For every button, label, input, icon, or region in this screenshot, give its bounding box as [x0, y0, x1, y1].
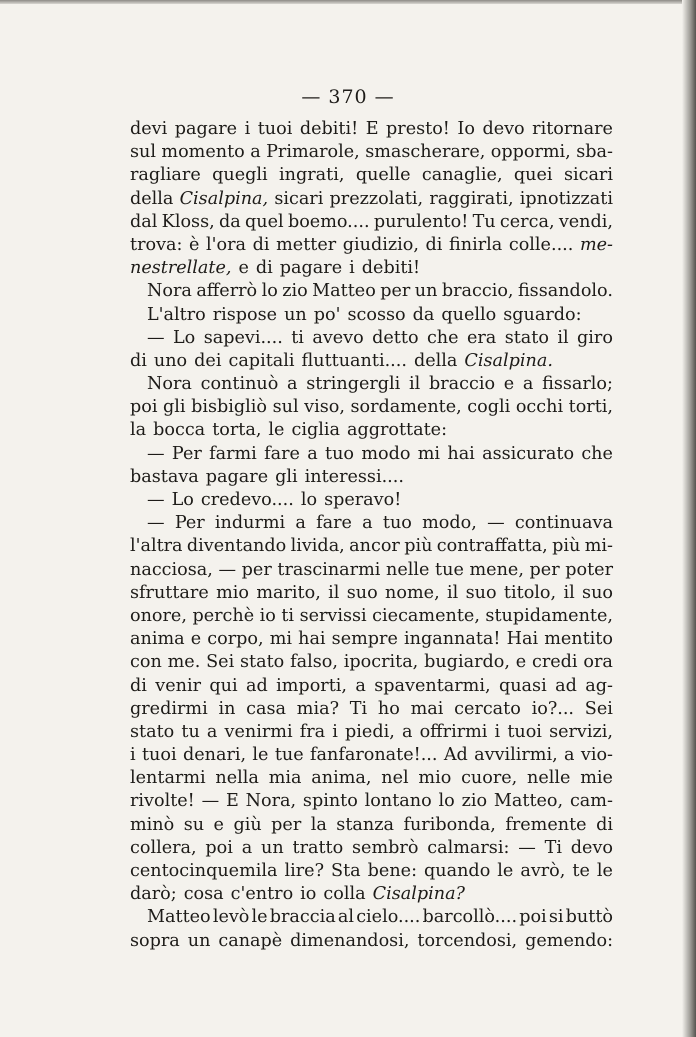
- text-line: della Cisalpina, sicari prezzolati, raggirati, ipnotizzati: [130, 188, 613, 209]
- text-line: sfruttare mio marito, il suo nome, il suo titolo, il suo: [130, 582, 613, 603]
- page-binding-edge: [682, 0, 696, 1037]
- text-line: centocinquemila lire? Sta bene: quando le avrò, te le: [130, 861, 613, 881]
- text-line: — Per indurmi a fare a tuo modo, — continuava: [147, 513, 613, 534]
- text-line: — Lo credevo.... lo speravo!: [147, 490, 402, 510]
- text-line: darò; cosa c'entro io colla Cisalpina?: [130, 884, 465, 905]
- text-line: nestrellate, e di pagare i debiti!: [130, 258, 421, 279]
- text-line: lentarmi nella mia anima, nel mio cuore, nelle mie: [130, 768, 613, 789]
- text-line: — Lo sapevi.... ti avevo detto che era stato il giro: [147, 327, 613, 348]
- text-line: i tuoi denari, le tue fanfaronate!... Ad avvilirmi, a vio-: [130, 745, 613, 766]
- text-line: rivolte! — E Nora, spinto lontano lo zio Matteo, cam-: [130, 791, 613, 812]
- text-line: Nora continuò a stringergli il braccio e a fissarlo;: [147, 374, 613, 395]
- text-line: collera, poi a un tratto sembrò calmarsi: — Ti devo: [130, 837, 613, 858]
- text-line: gredirmi in casa mia? Ti ho mai cercato io?... Sei: [130, 698, 613, 719]
- text-line: stato tu a venirmi fra i piedi, a offrirmi i tuoi servizi,: [130, 721, 613, 742]
- text-line: Matteo levò le braccia al cielo.... barcollò.... poi si buttò: [147, 907, 613, 928]
- text-line: poi gli bisbigliò sul viso, sordamente, cogli occhi torti,: [130, 397, 613, 418]
- text-line: onore, perchè io ti servissi ciecamente, stupidamente,: [130, 605, 613, 626]
- page-number: — 370 —: [301, 86, 395, 108]
- text-line: di uno dei capitali fluttuanti.... della Cisalpina.: [130, 350, 553, 371]
- text-line: sul momento a Primarole, smascherare, oppormi, sba-: [130, 142, 613, 163]
- text-line: con me. Sei stato falso, ipocrita, bugiardo, e credi ora: [130, 652, 613, 673]
- text-line: minò su e giù per la stanza furibonda, fremente di: [130, 814, 613, 835]
- page-top-edge: [0, 0, 696, 4]
- text-line: trova: è l'ora di metter giudizio, di finirla colle.... me-: [130, 234, 613, 255]
- text-line: bastava pagare gli interessi....: [130, 466, 404, 487]
- text-line: la bocca torta, le ciglia aggrottate:: [130, 420, 448, 441]
- body-text: [130, 118, 613, 953]
- text-line: L'altro rispose un po' scosso da quello sguardo:: [147, 304, 582, 325]
- text-line: dal Kloss, da quel boemo.... purulento! Tu cerca, vendi,: [130, 211, 613, 232]
- text-line: anima e corpo, mi hai sempre ingannata! Hai mentito: [130, 629, 613, 650]
- text-line: nacciosa, — per trascinarmi nelle tue mene, per poter: [130, 559, 613, 580]
- text-line: l'altra diventando livida, ancor più contraffatta, più mi-: [130, 536, 613, 557]
- text-line: di venir qui ad importi, a spaventarmi, quasi ad ag-: [130, 675, 613, 696]
- text-line: Nora afferrò lo zio Matteo per un braccio, fissandolo.: [147, 281, 613, 302]
- text-line: sopra un canapè dimenandosi, torcendosi, gemendo:: [130, 930, 613, 951]
- text-line: — Per farmi fare a tuo modo mi hai assicurato che: [147, 443, 613, 464]
- text-line: devi pagare i tuoi debiti! E presto! Io devo ritornare: [130, 119, 613, 139]
- text-line: ragliare quegli ingrati, quelle canaglie, quei sicari: [130, 165, 613, 186]
